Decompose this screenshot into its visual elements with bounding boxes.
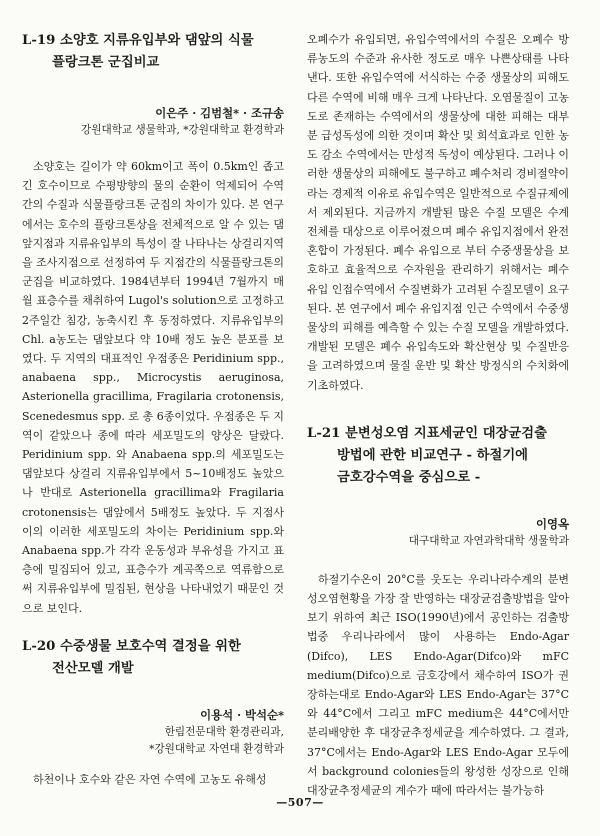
abstract-l21-affiliation: 대구대학교 자연과학대학 생물학과 bbox=[408, 534, 569, 547]
abstract-l20-affiliation-2: *강원대학교 자연대 환경학과 bbox=[149, 742, 284, 755]
abstract-l21-authors: 이영옥 bbox=[535, 516, 569, 531]
abstract-l19-title-line1: L-19 소양호 지류유입부와 댐앞의 식물 bbox=[22, 33, 254, 48]
right-column bbox=[307, 30, 569, 800]
abstract-l19-authors: 이은주 · 김범철* · 조규송 bbox=[155, 106, 284, 120]
abstract-l21-title-line3: 금호강수역을 중심으로 - bbox=[337, 469, 481, 485]
abstract-l19-title-line2: 플랑크톤 군집비교 bbox=[52, 55, 160, 70]
abstract-l20-paragraph-continued: 오폐수가 유입되면, 유입수역에서의 수질은 오폐수 방류농도의 수준과 유사한 정도로 매우 나쁜상태를 나타낸다. 또한 유입수역에 서식하는 수중 생물상의 피해도 다른 수역에 비해 매우 크게 나타난다. 오염물질이 고농도로 존재하는 수역에서의 생물상에 대한 피해는 대부분 급성독성에 의한 것이며 확산 및 희석효과로 인한 농도 감소 수역에서는 만성적 독성이 예상된다. 그러나 이러한 생물상의 피해에도 불구하고 폐수처리 경비절약이라는 경제적 이유로 유입수역은 일반적으로 수질규제에서 제외된다. 지금까지 개발된 많은 수질 모델은 수계 전체를 대상으로 이루어졌으며 폐수 유입지점에서 완전 혼합이 가정된다. 폐수 유입으로 부터 수중생물상을 보호하고 효율적으로 수자원을 관리하기 위해서는 폐수 유입 인접수역에서 수질변화가 고려된 수질모델이 요구된다. 본 연구에서 폐수 유입지점 인근 수역에서 수중생물상의 피해를 예측할 수 있는 수질 모델을 개발하였다. 개발된 모델은 폐수 유입속도와 확산현상 및 수질반응을 고려하였으며 물질 운반 및 확산 방정식의 수치화에 기초하였다. bbox=[307, 33, 569, 392]
page-number: —507— bbox=[276, 796, 324, 809]
abstract-l20-affiliation-1: 한림전문대학 환경관리과, bbox=[164, 725, 284, 738]
abstract-l21-body bbox=[307, 570, 569, 800]
abstract-l21-title-line2: 방법에 관한 비교연구 - 하절기에 bbox=[337, 447, 529, 463]
abstract-l19-affiliation: 강원대학교 생물학과, *강원대학교 환경학과 bbox=[81, 124, 284, 136]
abstract-l20-authors: 이용석 · 박석순* bbox=[200, 707, 284, 722]
abstract-l21-paragraph: 하절기수온이 20°C를 웃도는 우리나라수계의 분변성오염현황을 가장 잘 반영하는 대장균검출방법을 알아보기 위하여 최근 ISO(1990년)에서 공인하는 검출방법중 우리나라에서 많이 사용하는 Endo-Agar (Difco), LES Endo-Agar(Difco)와 mFC medium(Difco)으로 금호강에서 채수하여 ISO가 권장하는대로 Endo-Agar와 LES Endo-Agar는 37°C와 44°C에서 그리고 mFC medium은 44°C에서만 분리배양한 후 대장균추정세균을 계수하였다. 그 결과, 37°C에서는 Endo-Agar와 LES Endo-Agar 모두에서 background colonies들의 왕성한 성장으로 인해 대장균추정세균의 계수가 때에 따라서는 불가능하 bbox=[307, 572, 569, 798]
abstract-l20-body-continued bbox=[307, 30, 569, 395]
abstract-l20-body-start bbox=[22, 770, 284, 789]
abstract-l21-title-line1: L-21 분변성오염 지표세균인 대장균검출 bbox=[307, 425, 547, 441]
abstract-l20-title-line1: L-20 수중생물 보호수역 결정을 위한 bbox=[22, 638, 241, 654]
abstract-l19-body bbox=[22, 157, 284, 618]
abstract-l21-title bbox=[307, 423, 569, 489]
abstract-l19-paragraph: 소양호는 길이가 약 60km이고 폭이 0.5km인 좁고 긴 호수이므로 수평방향의 물의 순환이 억제되어 수역간의 수질과 식물플랑크톤 군집의 차이가 있다. 본 연구에서는 호수의 플랑크톤상을 전체적으로 알 수 있는 댐앞지점과 지류유입부의 특성이 잘 나타나는 상걸리지역을 조사지점으로 선정하여 두 지점간의 식물플랑크톤의 군집을 비교하였다. 1984년부터 1994년 7월까지 매월 표층수를 채취하여 Lugol's solution으로 고정하고 2주일간 침강, 농축시킨 후 동정하였다. 지류유입부의 Chl. a농도는 댐앞보다 약 10배 정도 높은 분포를 보였다. 두 지역의 대표적인 우점종은 Peridinium spp., anabaena spp., Microcystis aeruginosa, Asterionella gracillima, Fragilaria crotonensis, Scenedesmus spp. 로 총 6종이었다. 우점종은 두 지역이 같았으나 종에 따라 세포밀도의 양상은 달랐다. Peridinium spp. 와 Anabaena spp.의 세포밀도는 댐앞보다 상걸리 지류유입부에서 5~10배정도 높았으나 반대로 Asterionella gracillima와 Fragilaria crotonensis는 댐앞에서 5배정도 높았다. 두 지점사이의 이러한 세포밀도의 차이는 Peridinium spp.와 Anabaena spp.가 각각 운동성과 부유성을 가지고 표층에 밀집되어 있고, 표층수가 계곡쪽으로 역류함으로써 지류유입부에 밀집된, 현상을 나타내었기 때문인 것으로 보인다. bbox=[22, 160, 284, 615]
abstract-l19-title bbox=[22, 30, 284, 74]
abstract-l20-title bbox=[22, 636, 284, 680]
abstract-l20-paragraph-start: 하천이나 호수와 같은 자연 수역에 고농도 유해성 bbox=[33, 772, 267, 786]
left-column bbox=[22, 30, 284, 789]
abstract-l20-title-line2: 전산모델 개발 bbox=[52, 660, 134, 676]
